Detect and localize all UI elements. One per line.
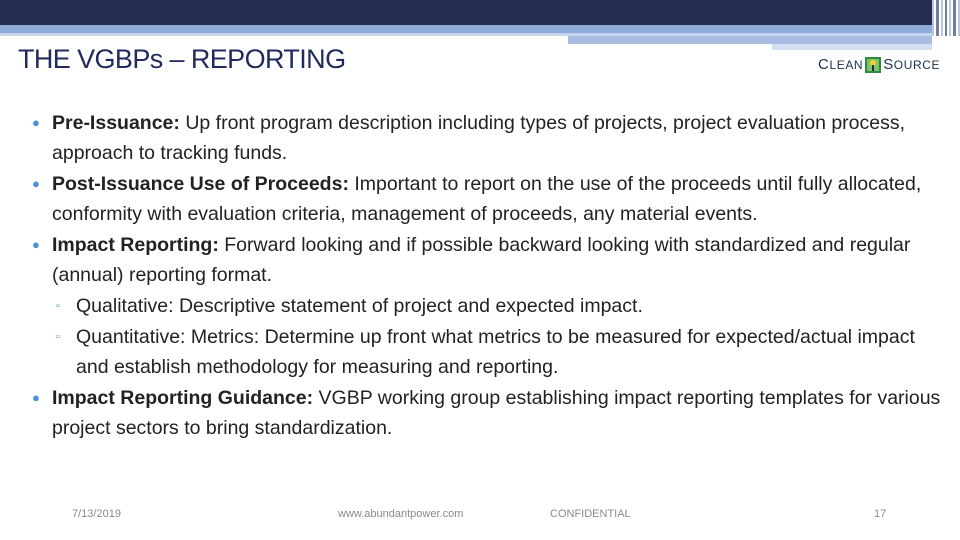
bullet-impact-reporting-guidance <box>30 383 942 443</box>
bullet-text: Forward looking and if possible backward looking with standardized and regular (annual) reporting format. <box>52 234 911 286</box>
bullet-post-issuance <box>30 169 942 229</box>
clean-source-logo <box>818 56 940 73</box>
bullet-text: Up front program description including types of projects, project evaluation process, approach to tracking funds. <box>52 112 906 164</box>
footer-date: 7/13/2019 <box>72 508 121 520</box>
footer-url: www.abundantpower.com <box>338 508 464 520</box>
footer-page-number: 17 <box>874 508 887 520</box>
logo-initial-c: C <box>818 56 830 73</box>
header-band-dark <box>0 0 932 25</box>
logo-text-lean: LEAN <box>829 57 864 72</box>
logo-text-ource: OURCE <box>893 57 941 72</box>
logo-initial-s: S <box>883 56 894 73</box>
header-stripes <box>932 0 960 36</box>
bullet-label: Pre-Issuance: <box>52 112 180 134</box>
slide-title: THE VGBPs – REPORTING <box>18 44 346 74</box>
bullet-text: VGBP working group establishing impact reporting templates for various project sectors to bring standardization. <box>52 387 941 439</box>
slide-body <box>30 108 942 444</box>
bullet-impact-reporting <box>30 230 942 290</box>
header-band-step <box>568 36 932 44</box>
sub-bullet-square-icon: ▫ <box>56 331 60 343</box>
sub-bullet-text: Qualitative: Descriptive statement of project and expected impact. <box>76 295 643 317</box>
bullet-label: Post-Issuance Use of Proceeds: <box>52 173 349 195</box>
bullet-dot-icon: ● <box>32 237 40 252</box>
sub-bullet-square-icon: ▫ <box>56 300 60 312</box>
bullet-text: Important to report on the use of the proceeds until fully allocated, conformity with evaluation criteria, management of proceeds, any material events. <box>52 173 922 225</box>
sub-bullet-text: Quantitative: Metrics: Determine up front what metrics to be measured for expected/actual impact and establish methodology for measuring and reporting. <box>76 326 915 378</box>
footer-confidential: CONFIDENTIAL <box>550 508 631 520</box>
sub-bullet-qualitative <box>54 291 942 321</box>
bullet-dot-icon: ● <box>32 115 40 130</box>
header-band-step-small <box>772 44 932 50</box>
logo-mark-icon <box>865 57 881 73</box>
bullet-list <box>30 108 942 443</box>
bullet-label: Impact Reporting: <box>52 234 219 256</box>
bullet-pre-issuance <box>30 108 942 168</box>
bullet-dot-icon: ● <box>32 176 40 191</box>
bullet-dot-icon: ● <box>32 390 40 405</box>
header-band-light <box>0 25 932 33</box>
bullet-label: Impact Reporting Guidance: <box>52 387 314 409</box>
sub-bullet-quantitative <box>54 322 942 382</box>
